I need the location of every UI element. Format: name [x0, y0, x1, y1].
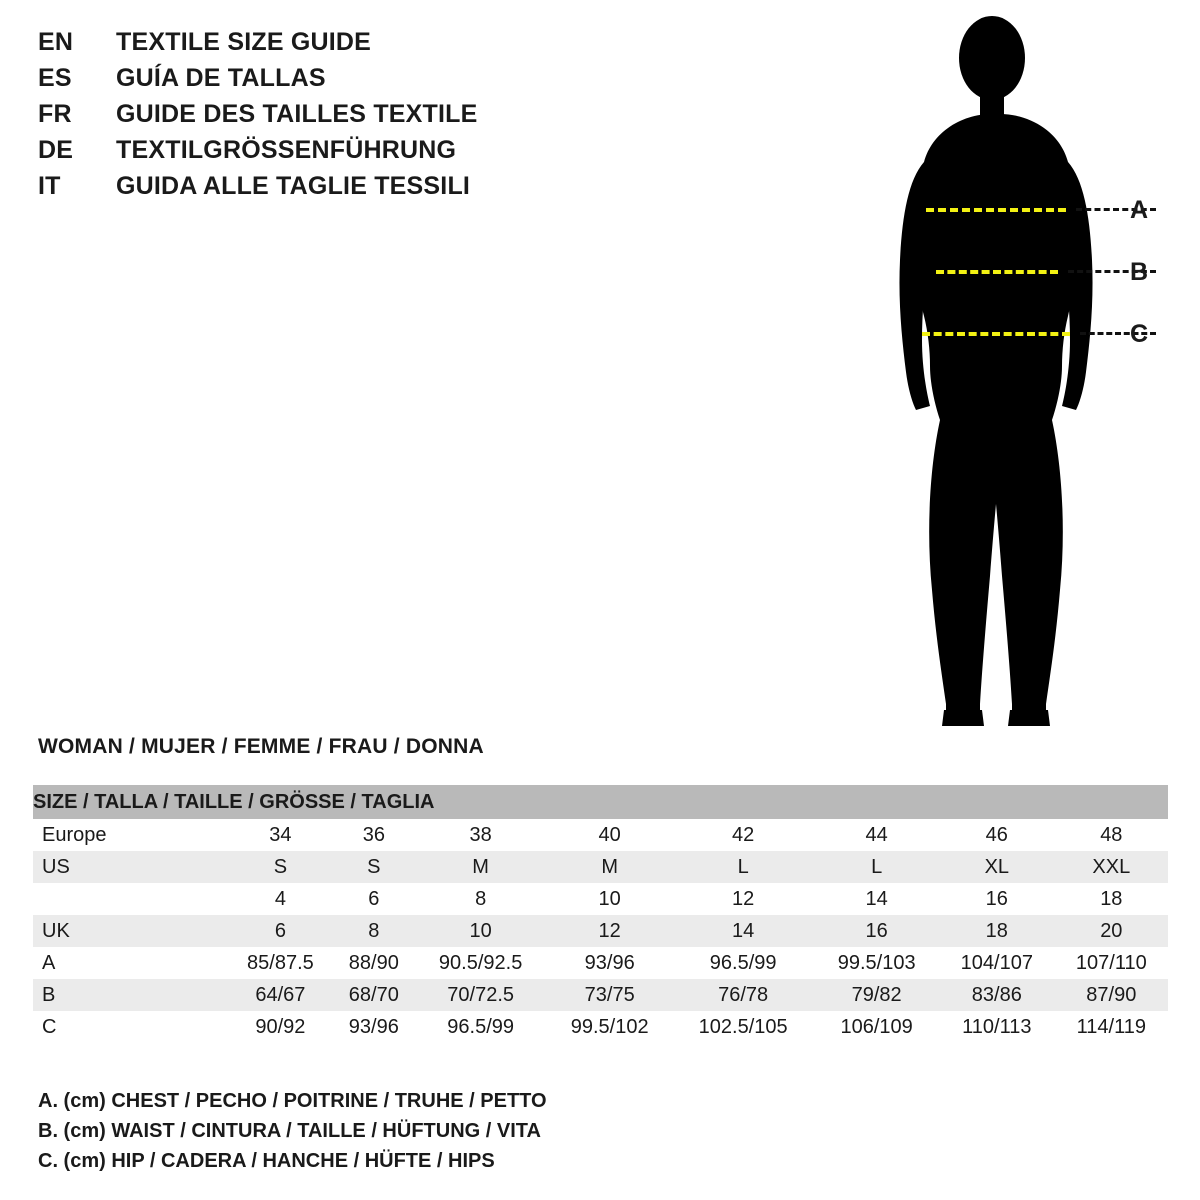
table-header-band — [33, 785, 1168, 819]
cell-us-4: L — [672, 851, 814, 883]
table-header-label: SIZE / TALLA / TAILLE / GRÖSSE / TAGLIA — [33, 785, 1168, 819]
row-label-us-numeric — [33, 883, 227, 915]
title-row-it — [38, 172, 738, 208]
cell-usnum-2: 8 — [414, 883, 547, 915]
cell-uk-0: 6 — [227, 915, 334, 947]
hip-measure-line-c — [922, 332, 1070, 336]
cell-a-3: 93/96 — [547, 947, 672, 979]
legend-line-b: B. (cm) WAIST / CINTURA / TAILLE / HÜFTUNG / VITA — [38, 1120, 541, 1142]
cell-usnum-1: 6 — [334, 883, 414, 915]
title-row-de — [38, 136, 738, 172]
cell-a-7: 107/110 — [1055, 947, 1168, 979]
row-label-c: C — [33, 1011, 227, 1043]
language-code-de: DE — [38, 136, 74, 164]
cell-uk-6: 18 — [939, 915, 1055, 947]
cell-c-2: 96.5/99 — [414, 1011, 547, 1043]
cell-c-4: 102.5/105 — [672, 1011, 814, 1043]
cell-b-1: 68/70 — [334, 979, 414, 1011]
cell-europe-4: 42 — [672, 819, 814, 851]
cell-europe-7: 48 — [1055, 819, 1168, 851]
cell-us-6: XL — [939, 851, 1055, 883]
cell-b-5: 79/82 — [814, 979, 939, 1011]
title-text-fr: GUIDE DES TAILLES TEXTILE — [116, 100, 478, 128]
row-label-europe: Europe — [33, 819, 227, 851]
cell-b-2: 70/72.5 — [414, 979, 547, 1011]
cell-uk-3: 12 — [547, 915, 672, 947]
cell-b-3: 73/75 — [547, 979, 672, 1011]
cell-usnum-4: 12 — [672, 883, 814, 915]
title-text-es: GUÍA DE TALLAS — [116, 64, 326, 92]
cell-a-1: 88/90 — [334, 947, 414, 979]
cell-b-6: 83/86 — [939, 979, 1055, 1011]
cell-c-7: 114/119 — [1055, 1011, 1168, 1043]
cell-a-4: 96.5/99 — [672, 947, 814, 979]
cell-c-6: 110/113 — [939, 1011, 1055, 1043]
row-label-a: A — [33, 947, 227, 979]
cell-c-5: 106/109 — [814, 1011, 939, 1043]
chest-measure-line-a — [926, 208, 1066, 212]
cell-usnum-7: 18 — [1055, 883, 1168, 915]
female-body-silhouette-icon — [850, 10, 1180, 750]
cell-uk-1: 8 — [334, 915, 414, 947]
table-row-us — [33, 851, 1168, 883]
table-row-a — [33, 947, 1168, 979]
measure-label-b: B — [1130, 258, 1149, 286]
cell-c-3: 99.5/102 — [547, 1011, 672, 1043]
title-text-de: TEXTILGRÖSSENFÜHRUNG — [116, 136, 457, 164]
title-row-es — [38, 64, 738, 100]
cell-us-1: S — [334, 851, 414, 883]
cell-europe-5: 44 — [814, 819, 939, 851]
cell-europe-1: 36 — [334, 819, 414, 851]
title-row-en — [38, 28, 738, 64]
cell-uk-5: 16 — [814, 915, 939, 947]
cell-europe-3: 40 — [547, 819, 672, 851]
measurement-legend — [38, 1090, 938, 1180]
measure-label-a: A — [1130, 196, 1149, 224]
cell-uk-7: 20 — [1055, 915, 1168, 947]
cell-us-5: L — [814, 851, 939, 883]
cell-c-1: 93/96 — [334, 1011, 414, 1043]
cell-usnum-6: 16 — [939, 883, 1055, 915]
legend-line-a: A. (cm) CHEST / PECHO / POITRINE / TRUHE / PETTO — [38, 1090, 547, 1112]
title-text-en: TEXTILE SIZE GUIDE — [116, 28, 372, 56]
row-label-b: B — [33, 979, 227, 1011]
cell-a-5: 99.5/103 — [814, 947, 939, 979]
table-row-uk — [33, 915, 1168, 947]
table-row-b — [33, 979, 1168, 1011]
cell-a-0: 85/87.5 — [227, 947, 334, 979]
cell-usnum-0: 4 — [227, 883, 334, 915]
table-row-europe — [33, 819, 1168, 851]
cell-usnum-5: 14 — [814, 883, 939, 915]
size-chart-table — [33, 785, 1168, 1043]
cell-a-2: 90.5/92.5 — [414, 947, 547, 979]
section-heading-woman: WOMAN / MUJER / FEMME / FRAU / DONNA — [38, 735, 484, 758]
cell-uk-2: 10 — [414, 915, 547, 947]
cell-us-7: XXL — [1055, 851, 1168, 883]
cell-europe-6: 46 — [939, 819, 1055, 851]
cell-europe-0: 34 — [227, 819, 334, 851]
title-text-it: GUIDA ALLE TAGLIE TESSILI — [116, 172, 471, 200]
cell-b-0: 64/67 — [227, 979, 334, 1011]
cell-c-0: 90/92 — [227, 1011, 334, 1043]
cell-us-2: M — [414, 851, 547, 883]
language-code-it: IT — [38, 172, 61, 200]
language-code-es: ES — [38, 64, 72, 92]
table-row-us-numeric — [33, 883, 1168, 915]
cell-uk-4: 14 — [672, 915, 814, 947]
title-row-fr — [38, 100, 738, 136]
measure-label-c: C — [1130, 320, 1149, 348]
legend-line-c: C. (cm) HIP / CADERA / HANCHE / HÜFTE / HIPS — [38, 1150, 495, 1172]
language-code-en: EN — [38, 28, 74, 56]
cell-us-3: M — [547, 851, 672, 883]
language-code-fr: FR — [38, 100, 72, 128]
waist-measure-line-b — [936, 270, 1058, 274]
cell-usnum-3: 10 — [547, 883, 672, 915]
cell-b-4: 76/78 — [672, 979, 814, 1011]
table-row-c — [33, 1011, 1168, 1043]
cell-b-7: 87/90 — [1055, 979, 1168, 1011]
cell-a-6: 104/107 — [939, 947, 1055, 979]
row-label-uk: UK — [33, 915, 227, 947]
cell-europe-2: 38 — [414, 819, 547, 851]
cell-us-0: S — [227, 851, 334, 883]
title-block — [38, 28, 738, 208]
body-figure-diagram — [850, 10, 1180, 750]
row-label-us: US — [33, 851, 227, 883]
